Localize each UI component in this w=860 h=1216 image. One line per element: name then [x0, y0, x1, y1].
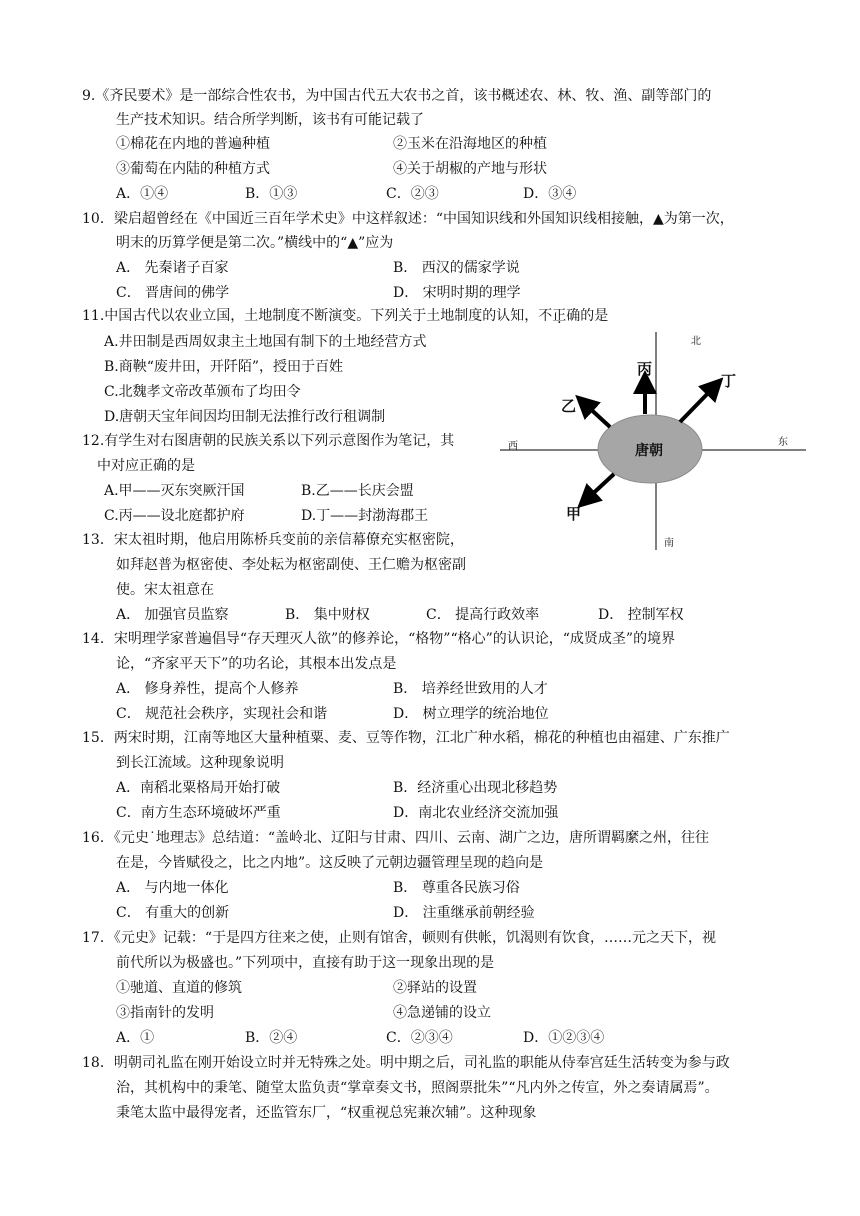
q16-option-d[interactable]: D． 注重继承前朝经验: [393, 905, 535, 921]
q16-stem-line-1: 16．《元史˙地理志》总结道：“盖岭北、辽阳与甘肃、四川、云南、湖广之边，唐所谓羁縻之州，往往: [82, 830, 709, 846]
q14-option-d[interactable]: D． 树立理学的统治地位: [393, 706, 549, 722]
q16-option-a[interactable]: A． 与内地一体化: [116, 880, 229, 896]
yi-label: 乙: [561, 397, 577, 415]
q9-item-4: ④关于胡椒的产地与形状: [393, 161, 547, 177]
q9-option-a[interactable]: A．①④: [116, 186, 169, 202]
bing-label: 丙: [637, 360, 653, 378]
q16-option-b[interactable]: B． 尊重各民族习俗: [393, 880, 520, 896]
q11-option-d[interactable]: D.唐朝天宝年间因均田制无法推行改行租调制: [104, 409, 386, 425]
arrow-yi: [584, 403, 610, 427]
q15-option-a[interactable]: A．南稻北粟格局开始打破: [116, 780, 281, 796]
west-label: 西: [508, 441, 518, 452]
q17-item-1: ①驰道、直道的修筑: [116, 980, 242, 996]
q17-item-3: ③指南针的发明: [116, 1005, 214, 1021]
q18-stem-line-1: 18．明朝司礼监在刚开始设立时并无特殊之处。明中期之后，司礼监的职能从侍奉宫廷生活转变为参与政: [82, 1055, 730, 1071]
q9-option-d[interactable]: D．③④: [523, 186, 577, 202]
q17-option-c[interactable]: C．②③④: [386, 1030, 453, 1046]
q16-option-c[interactable]: C． 有重大的创新: [116, 905, 230, 921]
q18-stem-line-3: 秉笔太监中最得宠者，还监管东厂，“权重视总宪兼次辅”。这种现象: [116, 1105, 537, 1121]
q14-stem-line-1: 14．宋明理学家普遍倡导“存天理灭人欲”的修养论，“格物”“格心”的认识论，“成贤成圣”的境界: [82, 631, 676, 647]
q17-option-d[interactable]: D．①②③④: [523, 1030, 605, 1046]
q11-stem-emphasis: 不正确: [538, 308, 581, 324]
q13-option-c[interactable]: C． 提高行政效率: [426, 607, 540, 623]
q10-option-b[interactable]: B． 西汉的儒家学说: [393, 260, 520, 276]
q11-option-b[interactable]: B.商鞅“废井田，开阡陌”，授田于百姓: [104, 359, 344, 375]
q13-option-a[interactable]: A． 加强官员监察: [116, 607, 229, 623]
q9-item-1: ①棉花在内地的普遍种植: [116, 136, 270, 152]
q18-stem-line-2: 治，其机构中的秉笔、随堂太监负责“掌章奏文书，照阁票批朱”“凡内外之传宣，外之奏请属焉”。: [116, 1080, 719, 1096]
q17-option-b[interactable]: B．②④: [245, 1030, 298, 1046]
q17-stem-line-1: 17．《元史》记载：“于是四方往来之使，止则有馆舍，顿则有供帐，饥渴则有饮食，……元之天下，视: [82, 930, 716, 946]
q17-item-4: ④急递铺的设立: [393, 1005, 491, 1021]
jia-label: 甲: [566, 505, 582, 523]
q11-stem-post: 的是: [580, 308, 609, 324]
q11-option-a[interactable]: A.井田制是西周奴隶主土地国有制下的土地经营方式: [104, 334, 427, 350]
q12-option-d[interactable]: D.丁——封渤海郡王: [301, 508, 429, 524]
q9-option-c[interactable]: C．②③: [386, 186, 439, 202]
q14-option-c[interactable]: C． 规范社会秩序，实现社会和谐: [116, 706, 328, 722]
q12-option-b[interactable]: B.乙——长庆会盟: [301, 483, 414, 499]
q16-stem-line-2: 在是，今皆赋役之，比之内地”。这反映了元朝边疆管理呈现的趋向是: [116, 855, 544, 871]
q12-stem-line-2: 中对应正确的是: [97, 458, 195, 474]
arrow-ding: [680, 386, 715, 422]
q15-option-b[interactable]: B．经济重心出现北移趋势: [393, 780, 558, 796]
q15-option-d[interactable]: D．南北农业经济交流加强: [393, 805, 559, 821]
q9-stem-line-2: 生产技术知识。结合所学判断，该书有可能记载了: [116, 112, 424, 128]
q15-option-c[interactable]: C．南方生态环境破坏严重: [116, 805, 281, 821]
q11-stem-pre: 11.中国古代以农业立国，土地制度不断演变。下列关于土地制度的认知，: [82, 308, 539, 324]
q10-option-a[interactable]: A． 先秦诸子百家: [116, 260, 229, 276]
q10-option-d[interactable]: D． 宋明时期的理学: [393, 285, 521, 301]
q10-stem-line-1: 10．梁启超曾经在《中国近三百年学术史》中这样叙述：“中国知识线和外国知识线相接触，▲为第一次，: [82, 211, 734, 227]
q15-stem-line-2: 到长江流域。这种现象说明: [116, 755, 284, 771]
north-label: 北: [691, 336, 701, 347]
q9-item-2: ②玉米在沿海地区的种植: [393, 136, 547, 152]
q13-option-d[interactable]: D． 控制军权: [598, 607, 684, 623]
q10-option-c[interactable]: C． 晋唐间的佛学: [116, 285, 230, 301]
ding-label: 丁: [721, 372, 737, 390]
q14-stem-line-2: 论，“齐家平天下”的功名论，其根本出发点是: [116, 656, 397, 672]
q10-stem-line-2: 明末的历算学便是第二次。”横线中的“▲”应为: [116, 235, 394, 251]
q14-option-b[interactable]: B． 培养经世致用的人才: [393, 681, 548, 697]
q12-option-c[interactable]: C.丙——设北庭都护府: [104, 508, 245, 524]
south-label: 南: [664, 538, 674, 549]
q17-stem-line-2: 前代所以为极盛也。”下列项中，直接有助于这一现象出现的是: [116, 955, 495, 971]
q12-option-a[interactable]: A.甲——灭东突厥汗国: [104, 483, 245, 499]
q9-item-3: ③葡萄在内陆的种植方式: [116, 161, 270, 177]
q12-stem-line-1: 12.有学生对右图唐朝的民族关系以下列示意图作为笔记，其: [82, 433, 455, 449]
east-label: 东: [778, 437, 788, 448]
q9-option-b[interactable]: B．①③: [245, 186, 298, 202]
tang-ethnic-relations-diagram: [500, 324, 806, 550]
q13-stem-line-2: 如拜赵普为枢密使、李处耘为枢密副使、王仁赡为枢密副: [116, 557, 466, 573]
q11-option-c[interactable]: C.北魏孝文帝改革颁布了均田令: [104, 384, 301, 400]
q9-stem-line-1: 9.《齐民要术》是一部综合性农书，为中国古代五大农书之首，该书概述农、林、牧、渔、副等部门的: [82, 88, 712, 104]
q13-option-b[interactable]: B． 集中财权: [285, 607, 370, 623]
q13-stem-line-1: 13．宋太祖时期，他启用陈桥兵变前的亲信幕僚充实枢密院，: [82, 532, 464, 548]
q11-stem: [82, 307, 608, 325]
q17-option-a[interactable]: A．①: [116, 1030, 155, 1046]
q14-option-a[interactable]: A． 修身养性，提高个人修养: [116, 681, 299, 697]
tang-label: 唐朝: [635, 443, 663, 459]
q15-stem-line-1: 15．两宋时期，江南等地区大量种植粟、麦、豆等作物，江北广种水稻，棉花的种植也由福建、广东推广: [82, 730, 730, 746]
arrow-jia: [586, 474, 614, 500]
q17-item-2: ②驿站的设置: [393, 980, 477, 996]
q13-stem-line-3: 使。宋太祖意在: [116, 582, 214, 598]
